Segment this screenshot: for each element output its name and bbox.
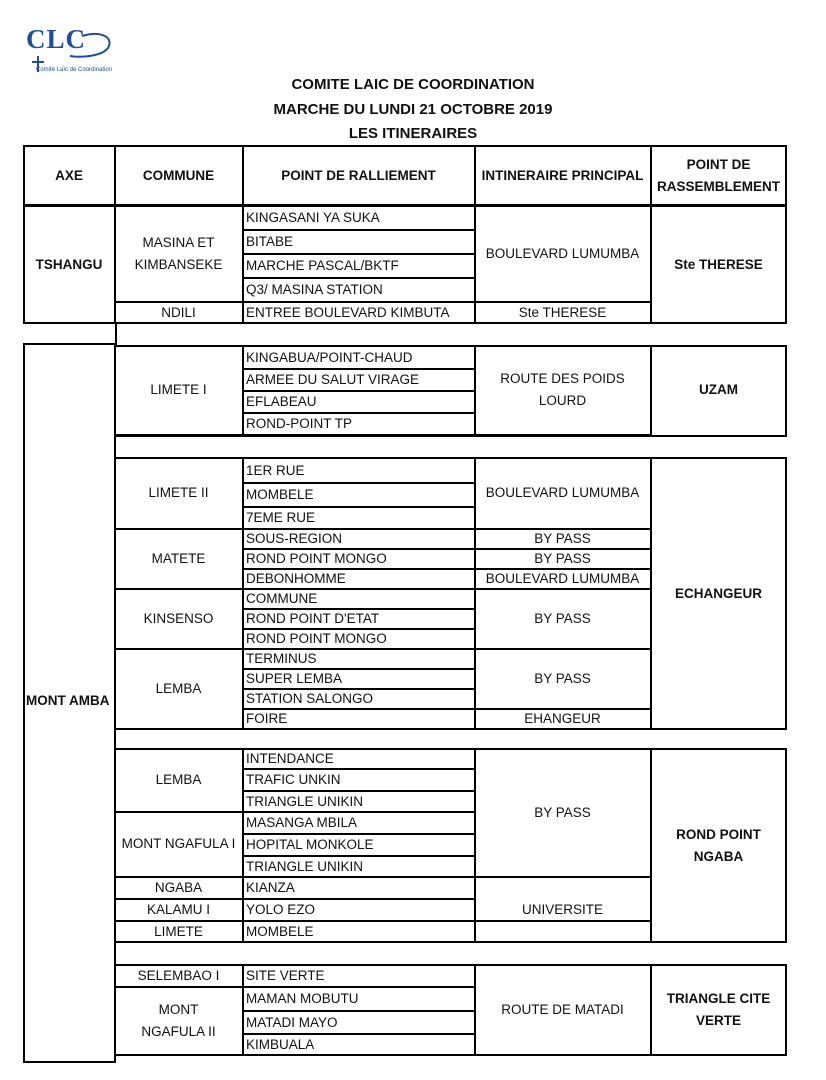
itineraire: BY PASS — [534, 610, 591, 626]
rassemblement-triangle-cite-verte: TRIANGLE CITE VERTE — [666, 991, 771, 1028]
point-ralliement: ENTREE BOULEVARD KIMBUTA — [246, 305, 450, 320]
point-ralliement: ROND-POINT TP — [246, 416, 353, 431]
commune-masina-kimbanseke: MASINA ET KIMBANSEKE — [134, 234, 223, 272]
axe-tshangu: TSHANGU — [35, 256, 103, 272]
point-ralliement: TERMINUS — [246, 651, 317, 666]
point-ralliement: Q3/ MASINA STATION — [246, 282, 383, 297]
itineraire: BY PASS — [534, 530, 591, 546]
point-ralliement: ARMEE DU SALUT VIRAGE — [246, 372, 420, 387]
header-itineraire: INTINERAIRE PRINCIPAL — [481, 167, 644, 183]
commune-ndili: NDILI — [161, 304, 196, 320]
commune-limete-ii: LIMETE II — [148, 485, 209, 500]
itineraire: ROUTE DE MATADI — [501, 1002, 624, 1017]
itineraire: BOULEVARD LUMUMBA — [485, 570, 640, 586]
point-ralliement: TRIANGLE UNIKIN — [246, 858, 364, 874]
itineraire: BY PASS — [534, 550, 591, 566]
logo-acronym: CLC — [26, 24, 87, 54]
point-ralliement: KINGABUA/POINT-CHAUD — [246, 349, 413, 365]
rassemblement-ste-therese: Ste THERESE — [674, 256, 763, 272]
rassemblement-rond-point-ngaba: ROND POINT NGABA — [676, 826, 761, 864]
commune-selembao-i: SELEMBAO I — [137, 967, 220, 983]
header-commune: COMMUNE — [142, 167, 215, 183]
itineraire: UNIVERSITE — [521, 901, 603, 917]
point-ralliement: FOIRE — [246, 711, 288, 726]
rassemblement-echangeur: ECHANGEUR — [674, 585, 762, 601]
header-point-ralliement: POINT DE RALLIEMENT — [281, 167, 436, 183]
header-point-rassemblement: POINT DE RASSEMBLEMENT — [657, 156, 781, 194]
point-ralliement: SOUS-REGION — [246, 531, 343, 546]
commune-lemba: LEMBA — [155, 772, 202, 787]
itineraire: BOULEVARD LUMUMBA — [485, 485, 640, 500]
point-ralliement: ROND POINT MONGO — [246, 551, 387, 566]
commune-lemba: LEMBA — [155, 681, 202, 696]
point-ralliement: MOMBELE — [246, 924, 314, 939]
point-ralliement: STATION SALONGO — [246, 691, 374, 706]
commune-kalamu-i: KALAMU I — [146, 901, 211, 917]
commune-mont-ngafula-ii: MONT NGAFULA II — [141, 1002, 216, 1039]
point-ralliement: MAMAN MOBUTU — [246, 991, 359, 1006]
point-ralliement: TRIANGLE UNIKIN — [246, 793, 364, 809]
point-ralliement: YOLO EZO — [246, 902, 316, 917]
header-axe: AXE — [55, 167, 83, 183]
point-ralliement: EFLABEAU — [246, 394, 317, 409]
itineraire: Ste THERESE — [518, 304, 607, 320]
commune-mont-ngafula-i: MONT NGAFULA I — [121, 836, 236, 851]
logo-full-name: Comité Laïc de Coordination — [36, 67, 113, 73]
title-itineraries: LES ITINERAIRES — [348, 125, 478, 142]
point-ralliement: ROND POINT MONGO — [246, 631, 387, 646]
point-ralliement: DEBONHOMME — [246, 571, 346, 586]
itineraire: ROUTE DES POIDS LOURD — [500, 371, 625, 408]
rassemblement-uzam: UZAM — [699, 382, 738, 397]
axe-mont-amba: MONT AMBA — [26, 693, 110, 708]
commune-limete-i: LIMETE I — [150, 382, 207, 397]
point-ralliement: SUPER LEMBA — [246, 671, 343, 686]
point-ralliement: 7EME RUE — [246, 510, 316, 525]
point-ralliement: TRAFIC UNKIN — [246, 772, 341, 787]
point-ralliement: KIMBUALA — [246, 1037, 315, 1052]
itineraire: BY PASS — [534, 670, 591, 686]
point-ralliement: INTENDANCE — [246, 751, 334, 766]
point-ralliement: MARCHE PASCAL/BKTF — [246, 258, 399, 273]
itineraire: EHANGEUR — [524, 711, 601, 726]
clc-logo — [22, 22, 132, 82]
itineraire: BY PASS — [534, 804, 591, 820]
point-ralliement: COMMUNE — [246, 591, 318, 606]
point-ralliement: BITABE — [246, 234, 294, 249]
title-event: MARCHE DU LUNDI 21 OCTOBRE 2019 — [273, 101, 553, 118]
point-ralliement: KIANZA — [246, 880, 295, 895]
title-organization: COMITE LAIC DE COORDINATION — [291, 76, 535, 93]
commune-matete: MATETE — [151, 550, 206, 566]
point-ralliement: MATADI MAYO — [246, 1014, 338, 1030]
point-ralliement: MOMBELE — [246, 487, 314, 502]
commune-ngaba: NGABA — [154, 879, 203, 895]
itineraire: BOULEVARD LUMUMBA — [485, 245, 640, 261]
point-ralliement: HOPITAL MONKOLE — [246, 837, 374, 852]
point-ralliement: KINGASANI YA SUKA — [246, 210, 380, 225]
point-ralliement: ROND POINT D'ETAT — [246, 611, 380, 626]
commune-kinsenso: KINSENSO — [143, 610, 214, 626]
point-ralliement: 1ER RUE — [246, 462, 305, 478]
commune-limete: LIMETE — [154, 923, 203, 939]
point-ralliement: SITE VERTE — [246, 968, 325, 983]
point-ralliement: MASANGA MBILA — [246, 815, 358, 830]
